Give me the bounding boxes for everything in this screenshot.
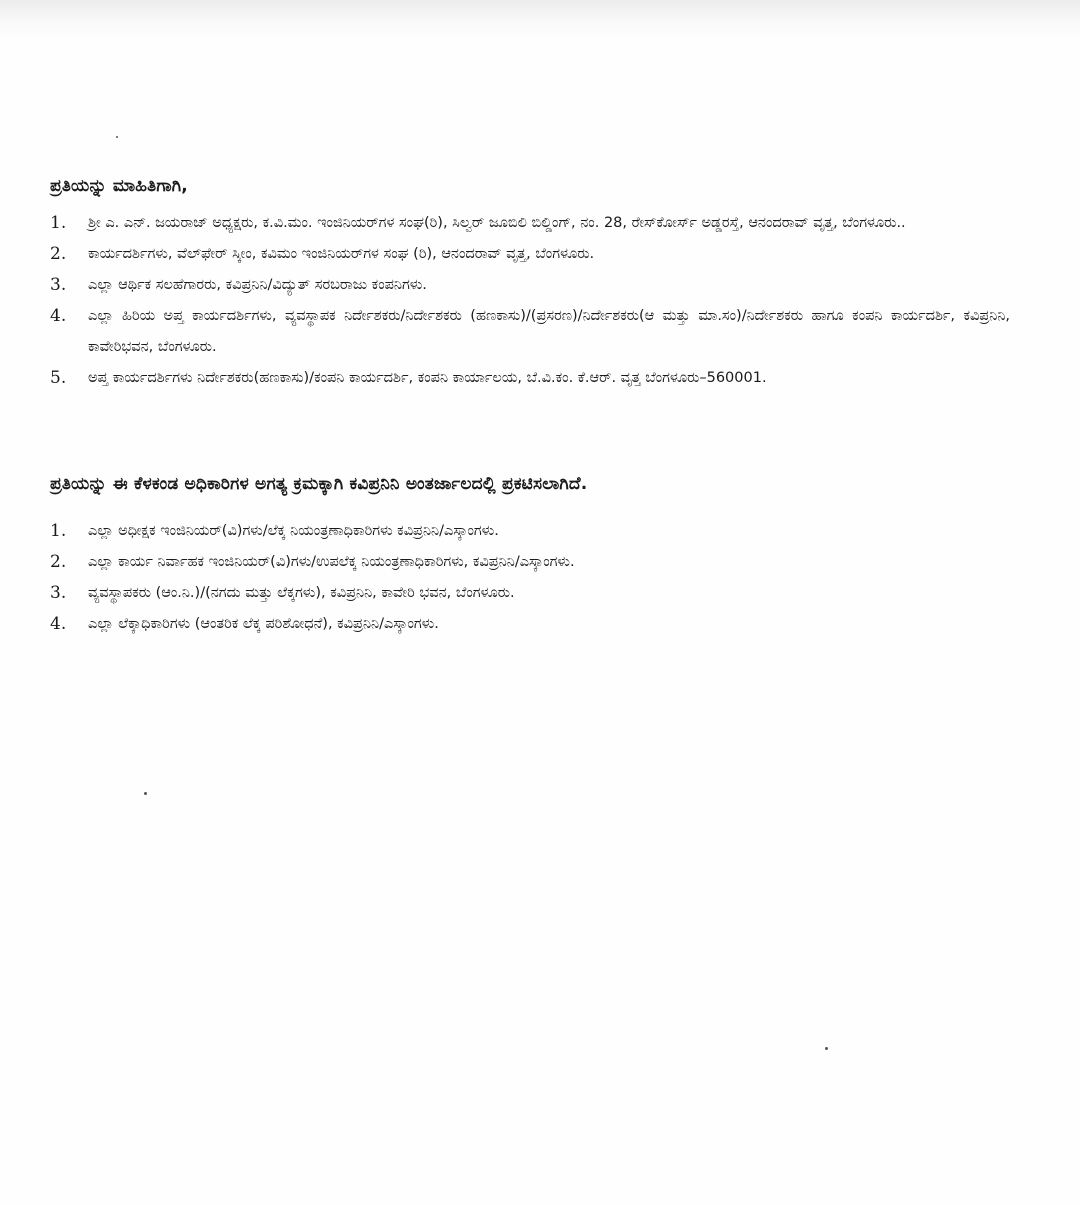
section1-heading: ಪ್ರತಿಯನ್ನು ಮಾಹಿತಿಗಾಗಿ, xyxy=(50,176,188,196)
item-number: 4. xyxy=(50,306,67,326)
item-number: 2. xyxy=(50,244,67,264)
item-number: 2. xyxy=(50,552,67,572)
item-number: 3. xyxy=(50,583,67,603)
item-text: ಅಪ್ತ ಕಾರ್ಯದರ್ಶಿಗಳು ನಿರ್ದೇಶಕರು(ಹಣಕಾಸು)/ಕಂಪನಿ ಕಾರ್ಯದರ್ಶಿ, ಕಂಪನಿ ಕಾರ್ಯಾಲಯ, ಬೆ.ವಿ.ಕಂ. ಕೆ.ಆರ್. ವೃತ್ತ ಬೆಂಗಳೂರು–560001. xyxy=(88,370,767,386)
scan-speck xyxy=(144,792,147,795)
item-number: 5. xyxy=(50,368,67,388)
item-text: ಎಲ್ಲಾ ಕಾರ್ಯ ನಿರ್ವಾಹಕ ಇಂಜಿನಿಯರ್(ವಿ)ಗಳು/ಉಪಲೆಕ್ಕ ನಿಯಂತ್ರಣಾಧಿಕಾರಿಗಳು, ಕವಿಪ್ರನಿನಿ/ಎಸ್ಕಾಂಗಳು. xyxy=(88,554,575,570)
item-number: 1. xyxy=(50,521,67,541)
section1-list xyxy=(50,208,1010,394)
item-text: ಎಲ್ಲಾ ಲೆಕ್ಕಾಧಿಕಾರಿಗಳು (ಆಂತರಿಕ ಲೆಕ್ಕ ಪರಿಶೋಧನೆ), ಕವಿಪ್ರನಿನಿ/ಎಸ್ಕಾಂಗಳು. xyxy=(88,616,439,632)
scan-speck xyxy=(116,136,118,138)
item-text: ಎಲ್ಲಾ ಹಿರಿಯ ಅಪ್ತ ಕಾರ್ಯದರ್ಶಿಗಳು, ವ್ಯವಸ್ಥಾಪಕ ನಿರ್ದೇಶಕರು/ನಿರ್ದೇಶಕರು (ಹಣಕಾಸು)/(ಪ್ರಸರಣ)/ನಿರ್ದೇಶಕರು(ಆ ಮತ್ತು ಮಾ.ಸಂ)/ನಿರ್ದೇಶಕರು ಹಾಗೂ ಕಂಪನಿ ಕಾರ್ಯದರ್ಶಿ, ಕವಿಪ್ರನಿನಿ, ಕಾವೇರಿಭವನ, ಬೆಂಗಳೂರು. xyxy=(88,308,1010,355)
scan-shadow xyxy=(0,0,1080,40)
item-number: 3. xyxy=(50,275,67,295)
list-item xyxy=(50,270,1010,301)
item-text: ಎಲ್ಲಾ ಅಧೀಕ್ಷಕ ಇಂಜಿನಿಯರ್(ವಿ)ಗಳು/ಲೆಕ್ಕ ನಿಯಂತ್ರಣಾಧಿಕಾರಿಗಳು ಕವಿಪ್ರನಿನಿ/ಎಸ್ಕಾಂಗಳು. xyxy=(88,523,499,539)
list-item xyxy=(50,547,1010,578)
item-number: 1. xyxy=(50,213,67,233)
item-number: 4. xyxy=(50,614,67,634)
section2-heading: ಪ್ರತಿಯನ್ನು ಈ ಕೆಳಕಂಡ ಅಧಿಕಾರಿಗಳ ಅಗತ್ಯ ಕ್ರಮಕ್ಕಾಗಿ ಕವಿಪ್ರನಿನಿ ಅಂತರ್ಜಾಲದಲ್ಲಿ ಪ್ರಕಟಿಸಲಾಗಿದೆ. xyxy=(50,474,588,494)
item-text: ವ್ಯವಸ್ಥಾಪಕರು (ಆಂ.ನಿ.)/(ನಗದು ಮತ್ತು ಲೆಕ್ಕಗಳು), ಕವಿಪ್ರನಿನಿ, ಕಾವೇರಿ ಭವನ, ಬೆಂಗಳೂರು. xyxy=(88,585,515,601)
list-item xyxy=(50,516,1010,547)
list-item xyxy=(50,301,1010,363)
item-text: ಕಾರ್ಯದರ್ಶಿಗಳು, ವೆಲ್‌ಫೇರ್ ಸ್ಕೀಂ, ಕವಿಮಂ ಇಂಜಿನಿಯರ್‌ಗಳ ಸಂಘ (ರಿ), ಆನಂದರಾವ್ ವೃತ್ತ, ಬೆಂಗಳೂರು. xyxy=(88,246,595,262)
scan-speck xyxy=(825,1047,828,1050)
section2-list xyxy=(50,516,1010,640)
list-item xyxy=(50,208,1010,239)
list-item xyxy=(50,239,1010,270)
list-item xyxy=(50,363,1010,394)
list-item xyxy=(50,609,1010,640)
list-item xyxy=(50,578,1010,609)
item-text: ಎಲ್ಲಾ ಆರ್ಥಿಕ ಸಲಹೆಗಾರರು, ಕವಿಪ್ರನಿನಿ/ವಿದ್ಯುತ್ ಸರಬರಾಜು ಕಂಪನಿಗಳು. xyxy=(88,277,427,293)
item-text: ಶ್ರೀ ಎ. ಎನ್. ಜಯರಾಜ್ ಅಧ್ಯಕ್ಷರು, ಕ.ವಿ.ಮಂ. ಇಂಜಿನಿಯರ್‌ಗಳ ಸಂಘ(ರಿ), ಸಿಲ್ವರ್ ಜೂಬಿಲಿ ಬಿಲ್ಡಿಂಗ್, ನಂ. 28, ರೇಸ್‌ಕೋರ್ಸ್ ಅಡ್ಡರಸ್ತೆ, ಆನಂದರಾವ್ ವೃತ್ತ, ಬೆಂಗಳೂರು.. xyxy=(88,215,906,231)
